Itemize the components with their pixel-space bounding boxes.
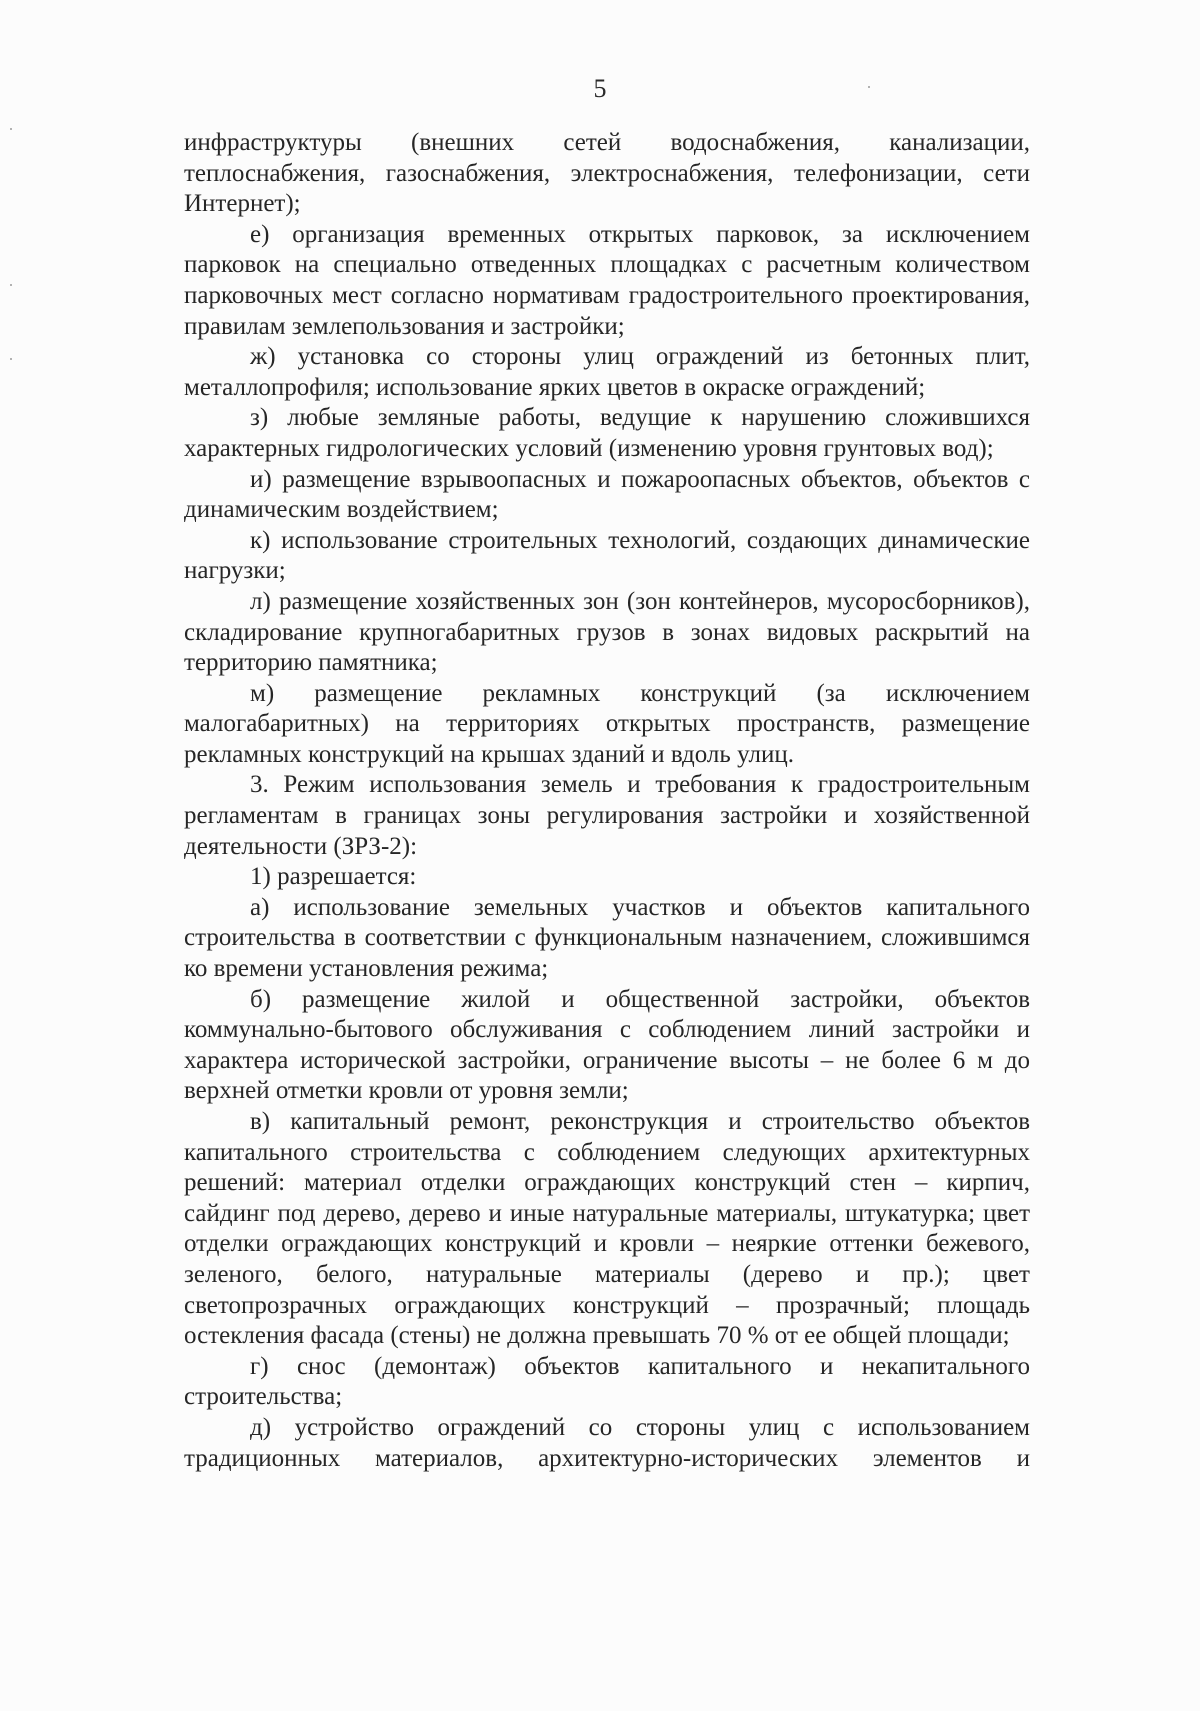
paragraph-item-g: г) снос (демонтаж) объектов капитального и некапитального строительства; — [184, 1352, 1030, 1411]
paragraph-item-k: к) использование строительных технологий, создающих динамические нагрузки; — [184, 526, 1030, 585]
scan-artifact-dot — [10, 284, 12, 286]
page-number: 5 — [593, 74, 607, 103]
paragraph-item-v: в) капитальный ремонт, реконструкция и строительство объектов капитального строительства с соблюдением следующих архитектурных решений: материал отделки ограждающих конструкций стен – кирпич, сайдинг под дерево, дерево и иные натуральные материалы, штукатурка; цвет отделки ограждающих конструкций и кровли – неяркие оттенки бежевого, зеленого, белого, натуральные материалы (дерево и пр.); цвет светопрозрачных ограждающих конструкций – прозрачный; площадь остекления фасада (стены) не должна превышать 70 % от ее общей площади; — [184, 1108, 1030, 1350]
paragraph-item-e: е) организация временных открытых парковок, за исключением парковок на специально отведенных площадках с расчетным количеством парковочных мест согласно нормативам градостроительного проектирования, правилам землепользования и застройки; — [184, 220, 1030, 340]
paragraph-item-d: д) устройство ограждений со стороны улиц с использованием традиционных материалов, архитектурно-исторических элементов и — [184, 1413, 1030, 1472]
paragraph-infrastructure-continuation: инфраструктуры (внешних сетей водоснабжения, канализации, теплоснабжения, газоснабжения, электроснабжения, телефонизации, сети Интернет); — [184, 129, 1030, 218]
paragraph-item-i: и) размещение взрывоопасных и пожароопасных объектов, объектов с динамическим воздействием; — [184, 465, 1030, 524]
document-body — [184, 128, 1030, 1474]
paragraph-item-m: м) размещение рекламных конструкций (за исключением малогабаритных) на территориях открытых пространств, размещение рекламных конструкций на крышах зданий и вдоль улиц. — [184, 679, 1030, 768]
scan-artifact-dot — [10, 128, 12, 130]
paragraph-section-3: 3. Режим использования земель и требования к градостроительным регламентам в границах зоны регулирования застройки и хозяйственной деятельности (ЗРЗ-2): — [184, 771, 1030, 860]
paragraph-item-b: б) размещение жилой и общественной застройки, объектов коммунально-бытового обслуживания с соблюдением линий застройки и характера исторической застройки, ограничение высоты – не более 6 м до верхней отметки кровли от уровня земли; — [184, 985, 1030, 1105]
paragraph-item-l: л) размещение хозяйственных зон (зон контейнеров, мусоросборников), складирование крупногабаритных грузов в зонах видовых раскрытий на территорию памятника; — [184, 587, 1030, 677]
paragraph-item-z: з) любые земляные работы, ведущие к нарушению сложившихся характерных гидрологических условий (изменению уровня грунтовых вод); — [184, 404, 1030, 462]
scan-artifact-dot — [10, 358, 12, 360]
paragraph-item-zh: ж) установка со стороны улиц ограждений из бетонных плит, металлопрофиля; использование ярких цветов в окраске ограждений; — [184, 343, 1030, 401]
paragraph-item-a: а) использование земельных участков и объектов капитального строительства в соответствии с функциональным назначением, сложившимся ко времени установления режима; — [184, 893, 1030, 983]
paragraph-subsection-1: 1) разрешается: — [250, 863, 417, 891]
